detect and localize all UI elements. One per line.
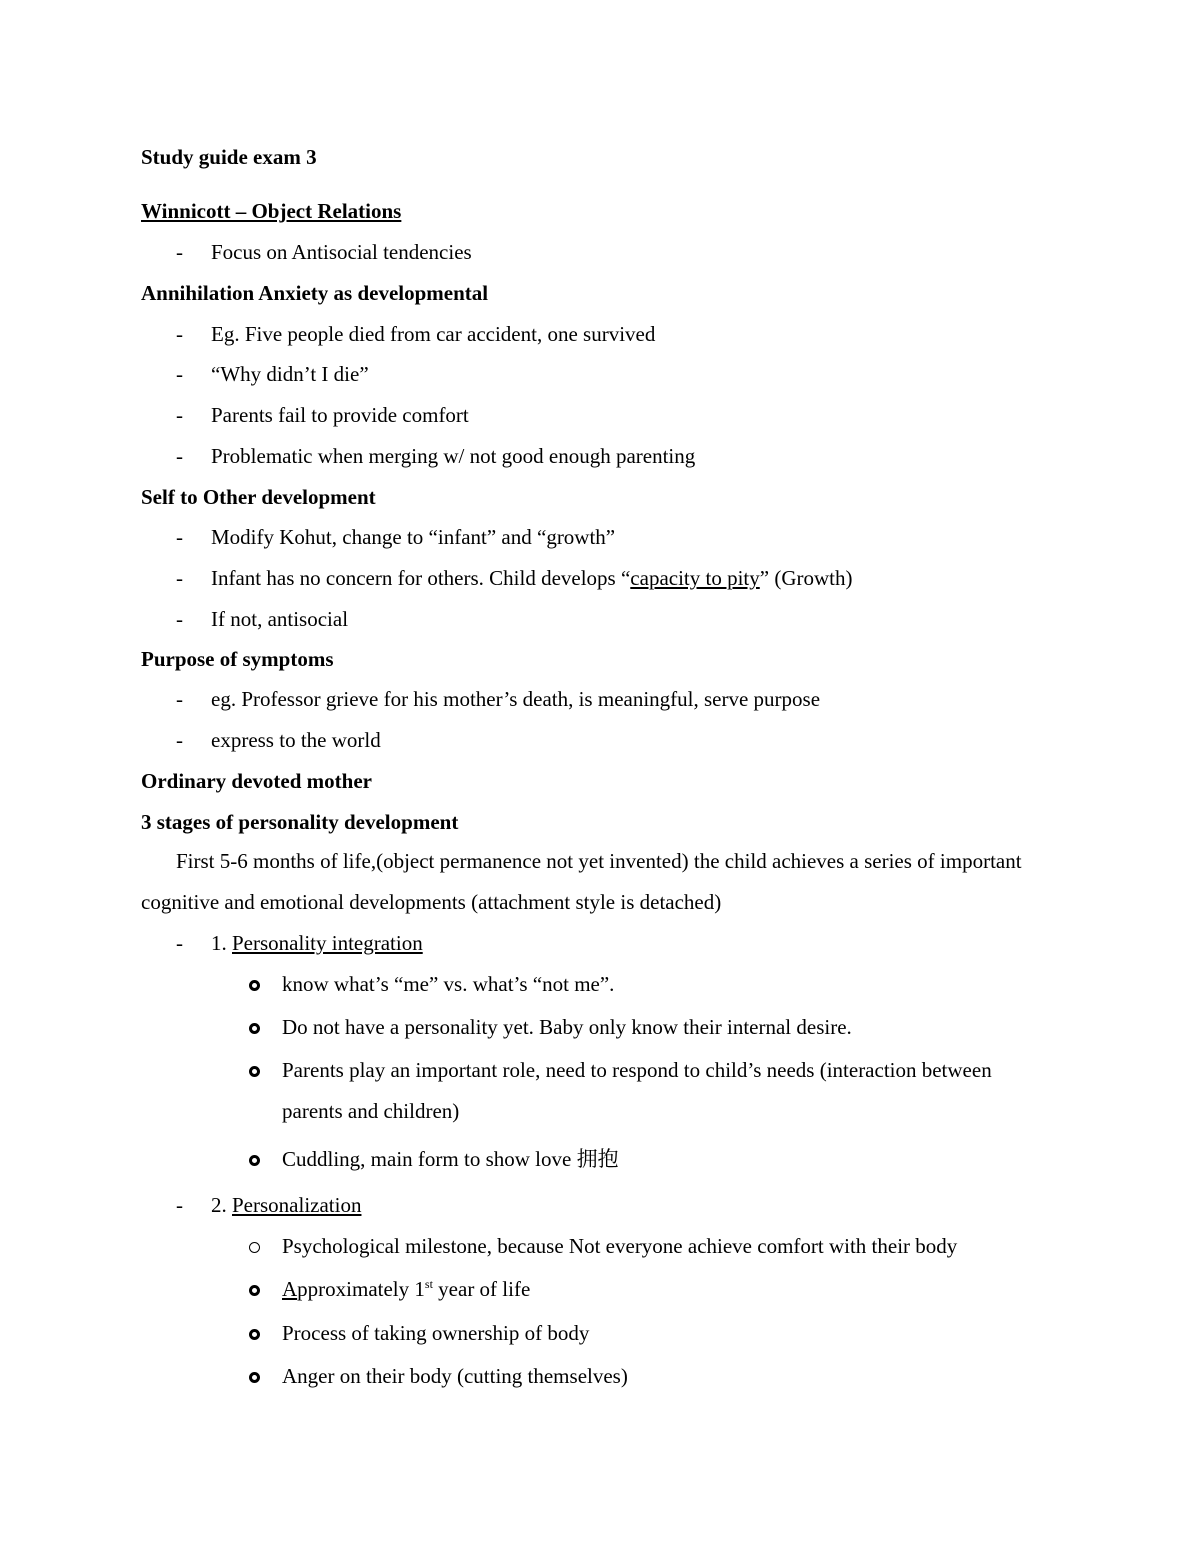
ordinary-heading: Ordinary devoted mother (141, 769, 372, 793)
document-title: Study guide exam 3 (141, 145, 317, 169)
list-item-text: express to the world (211, 728, 381, 752)
bullet-text: know what’s “me” vs. what’s “not me”. (282, 972, 615, 996)
stage-label (211, 930, 423, 956)
list-item-text: eg. Professor grieve for his mother’s death, is meaningful, serve purpose (211, 687, 821, 711)
text-segment: pproximately 1 (297, 1277, 425, 1301)
circle-bullet-icon (249, 1066, 260, 1077)
circle-bullet-icon (249, 1285, 260, 1296)
dash-marker: - (176, 525, 183, 549)
dash-marker: - (176, 1193, 183, 1217)
stage-title: Personality integration (232, 931, 423, 955)
bullet-text: Parents play an important role, need to respond to child’s needs (interaction between (282, 1058, 992, 1082)
dash-marker: - (176, 687, 183, 711)
paragraph-text: cognitive and emotional developments (attachment style is detached) (141, 890, 722, 914)
list-item-text: Focus on Antisocial tendencies (211, 240, 472, 264)
circle-bullet-icon (249, 1372, 260, 1383)
dash-marker: - (176, 322, 183, 346)
dash-marker: - (176, 403, 183, 427)
bullet-text: Cuddling, main form to show love 拥抱 (282, 1147, 619, 1171)
list-item-text: “Why didn’t I die” (211, 362, 369, 386)
dash-marker: - (176, 444, 183, 468)
list-item-text: Problematic when merging w/ not good enough parenting (211, 444, 696, 468)
list-item-text: Parents fail to provide comfort (211, 403, 469, 427)
self-other-heading: Self to Other development (141, 485, 376, 509)
annihilation-heading: Annihilation Anxiety as developmental (141, 281, 489, 305)
dash-marker: - (176, 240, 183, 264)
underlined-term: capacity to pity (630, 566, 760, 590)
stages-heading: 3 stages of personality development (141, 810, 459, 834)
stage-number: 1. (211, 931, 227, 955)
list-item-text (211, 565, 852, 591)
list-item-text: If not, antisocial (211, 607, 349, 631)
dash-marker: - (176, 362, 183, 386)
text-segment: ” (Growth) (759, 566, 853, 590)
list-item-text: Eg. Five people died from car accident, one survived (211, 322, 656, 346)
stage-label (211, 1192, 361, 1218)
stage-number: 2. (211, 1193, 227, 1217)
bullet-text: parents and children) (282, 1099, 460, 1123)
stage-title: Personalization (232, 1193, 362, 1217)
circle-bullet-icon (249, 1155, 260, 1166)
circle-bullet-icon (249, 1023, 260, 1034)
bullet-text: Do not have a personality yet. Baby only know their internal desire. (282, 1015, 852, 1039)
bullet-text: Psychological milestone, because Not everyone achieve comfort with their body (282, 1234, 958, 1258)
purpose-heading: Purpose of symptoms (141, 647, 334, 671)
circle-bullet-icon (249, 1329, 260, 1340)
dash-marker: - (176, 607, 183, 631)
bullet-text (282, 1276, 530, 1302)
superscript: st (424, 1277, 433, 1291)
dash-marker: - (176, 931, 183, 955)
dash-marker: - (176, 728, 183, 752)
bullet-text: Anger on their body (cutting themselves) (282, 1364, 628, 1388)
circle-bullet-icon (249, 980, 260, 991)
underlined-letter: A (282, 1277, 298, 1301)
circle-bullet-icon (249, 1242, 260, 1253)
text-segment: year of life (432, 1277, 531, 1301)
winnicott-heading: Winnicott – Object Relations (141, 199, 402, 223)
dash-marker: - (176, 566, 183, 590)
text-segment: Infant has no concern for others. Child develops “ (211, 566, 631, 590)
bullet-text: Process of taking ownership of body (282, 1321, 590, 1345)
paragraph-text: First 5-6 months of life,(object permanence not yet invented) the child achieves a series of important (176, 849, 1022, 873)
list-item-text: Modify Kohut, change to “infant” and “growth” (211, 525, 616, 549)
